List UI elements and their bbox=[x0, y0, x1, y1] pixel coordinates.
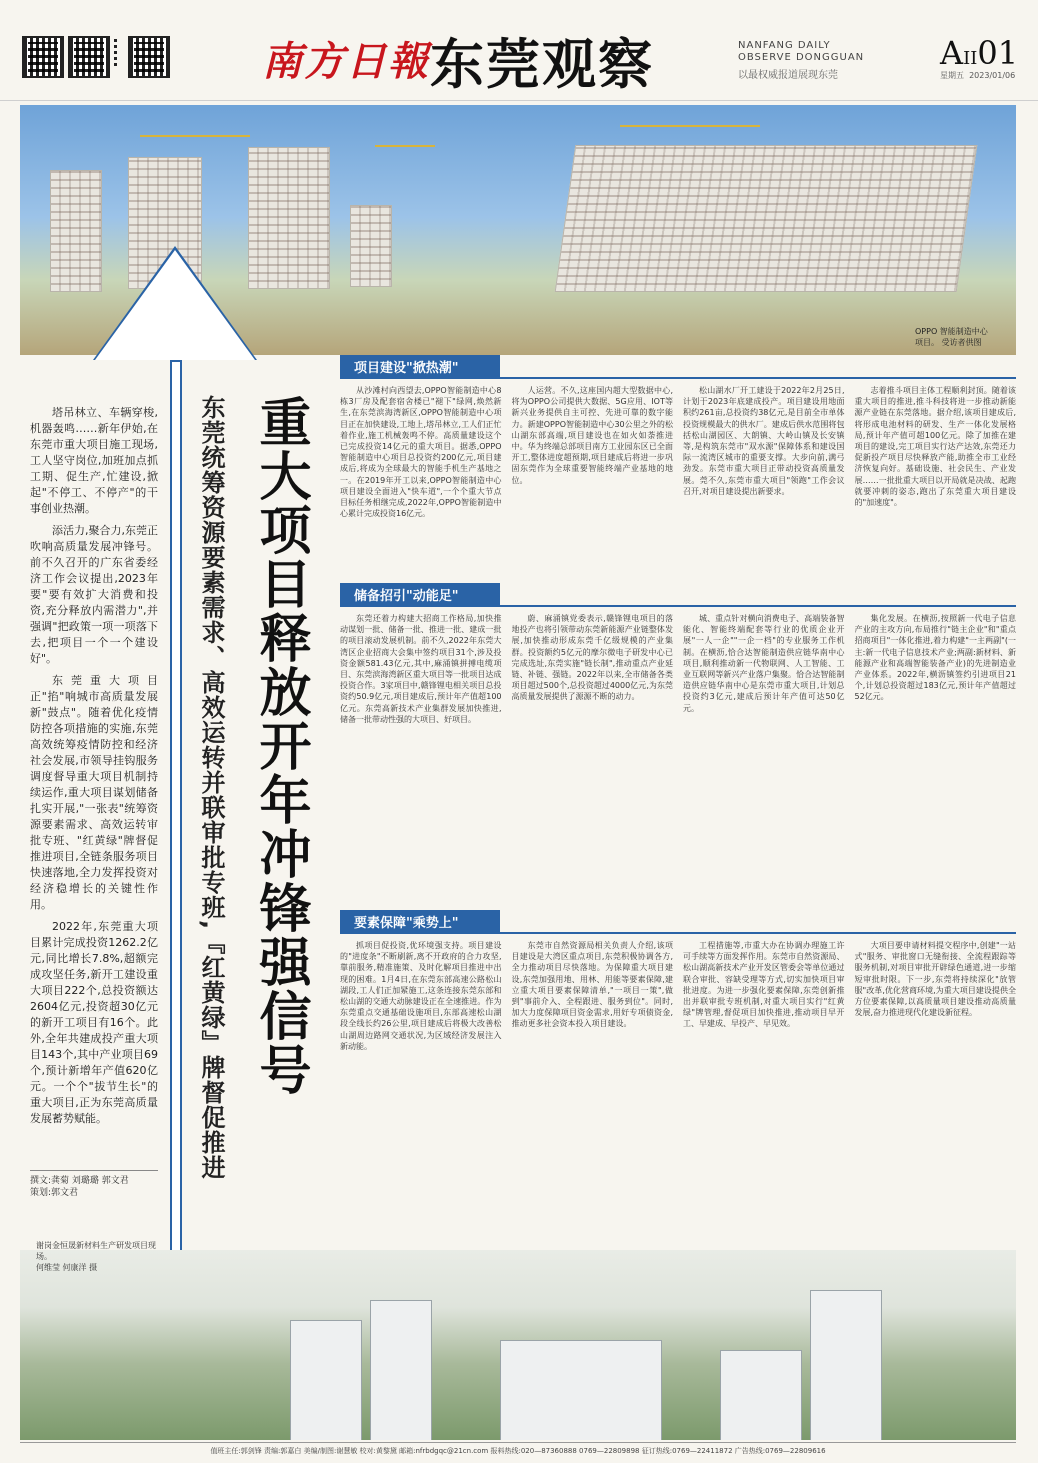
article-text: 东莞市自然资源局相关负责人介绍,该项目建设是大湾区重点项目,东莞积极协调各方,全力推动项目尽快落地。为保障重大项目建设,东莞加强用地、用林、用能等要素保障,建立重大项目要素保障清单,"一项目一策",做到"事前介入、全程跟进、服务到位"。同时,加大力度保障项目资金需求,用好专项债资金,推动更多社会资本投入项目建设。 bbox=[511, 941, 673, 1029]
article-text: 集化发展。在横沥,按照新一代电子信息产业的主攻方向,布局推行"链主企业"和"重点招商项目"一体化推进,着力构建"一主两副"(一主:新一代电子信息技术产业;两副:新材料、新能源产业和高端智能装备产业)的先进制造业产业体系。2022年,横沥镇签约引进项目21个,计划总投资超过183亿元,预计年产值超过52亿元。 bbox=[854, 614, 1016, 702]
arrow-graphic bbox=[95, 250, 255, 360]
article-text: 工程措施等,市重大办在协调办理施工许可手续等方面发挥作用。东莞市自然资源局、松山湖高新技术产业开发区管委会等单位通过联合审批、容缺受理等方式,切实加快项目审批进度。为进一步强化要素保障,东莞创新推出并联审批专班机制,对重大项目实行"红黄绿"牌管理,督促项目加快推进,推动项目早开工、早建成、早投产、早见效。 bbox=[683, 941, 845, 1029]
article-column bbox=[512, 385, 674, 575]
byline bbox=[30, 1170, 158, 1199]
article-columns bbox=[340, 385, 1016, 575]
hero-caption bbox=[915, 326, 1015, 348]
lead-paragraph: 2022年,东莞重大项目累计完成投资1262.2亿元,同比增长7.8%,超额完成攻坚任务,新开工建设重大项目222个,总投资额达2604亿元,投资超30亿元的新开工项目有16个。此外,全年共建成投产重大项目143个,其中产业项目69个,预计新增年产值620亿元。一个个"拔节生长"的重大项目,正为东莞高质量发展蓄势赋能。 bbox=[30, 920, 158, 1125]
divider-dots bbox=[108, 36, 122, 78]
section-header-label: 项目建设"掀热潮" bbox=[354, 361, 459, 376]
hero-caption-line: OPPO 智能制造中心 bbox=[915, 327, 988, 336]
english-name-line: OBSERVE DONGGUAN bbox=[738, 52, 865, 63]
article-column bbox=[683, 940, 845, 1240]
article-columns bbox=[340, 940, 1016, 1240]
article-text: 志着推斗项目主体工程顺利封顶。随着该重大项目的推进,推斗科技将进一步推动新能源产业链在东莞落地。据介绍,该项目建成后,将形成电池材料的研发、生产一体化发展格局,预计年产值可超100亿元。除了加推在建项目的建设,完工项目实行达产达效,东莞还力促新投产项目尽快释放产能,助推全市工业经济恢复向好。基础设施、社会民生、产业发展……一批批重大项目以开局就是决战、起跑就要冲刺的姿态,跑出了东莞重大项目建设的"加速度"。 bbox=[854, 386, 1016, 508]
building bbox=[555, 145, 978, 292]
crane bbox=[140, 135, 250, 137]
article-column bbox=[512, 940, 674, 1240]
hero-caption-line: 项目。 受访者供图 bbox=[915, 338, 982, 347]
article-column bbox=[855, 940, 1017, 1240]
page-footer: 值班主任:郭剑锋 责编:郭嘉白 美编/制图:谢慧敏 校对:黄黎黛 邮箱:nfrbdgqc@21cn.com 报料热线:020—87360888 0769—22809898 征订热线:0769—22411872 广告热线:0769—22809616 bbox=[20, 1442, 1016, 1459]
building bbox=[350, 205, 392, 287]
lead-paragraph: 东莞重大项目正"掐"响城市高质量发展新"鼓点"。随着优化疫情防控各项措施的实施,东莞高效统筹疫情防控和经济社会发展,市领导挂钩服务调度督导重大项目机制持续运作,重大项目谋划储备扎实开展,"一张表"统筹资源要素需求、高效运转审批专班、"红黄绿"牌督促推进项目,全链条服务项目快速落地,全力发挥投资对经济稳增长的关键性作用。 bbox=[30, 674, 158, 911]
article-text: 蔚、麻涌镇党委表示,赣锋锂电项目的落地投产也将引领带动东莞新能源产业链整体发展,加快推动形成东莞千亿级规模的产业集群。投资额约5亿元的摩尔微电子研发中心已完成选址,东莞实施"链长制",推动重点产业延链、补链、强链。2022年以来,全市储备各类项目超过500个,总投资超过4000亿元,为东莞高质量发展提供了源源不断的动力。 bbox=[511, 614, 673, 702]
article-column bbox=[683, 613, 845, 903]
issue-date bbox=[940, 70, 1015, 81]
page-letter: A bbox=[940, 34, 964, 72]
building bbox=[370, 1300, 432, 1440]
lead-column bbox=[30, 405, 158, 1133]
article-columns bbox=[340, 613, 1016, 903]
section-header-label: 要素保障"乘势上" bbox=[354, 916, 459, 931]
photo-credit-line: 何维莹 何康洋 摄 bbox=[36, 1263, 98, 1272]
date: 2023/01/06 bbox=[969, 71, 1016, 80]
photo-credit bbox=[36, 1240, 160, 1273]
article-text: 人运营。不久,这座国内超大型数据中心,将为OPPO公司提供大数据、5G应用、IOT等新兴业务提供自主可控、先进可靠的数字能力。新建OPPO智能制造中心30公里之外的松山湖东部高端,项目建设也在如火如荼推进中。华为终端总部项目南方工业园东区已全面开工,整体进度超预期,项目建成后将进一步巩固东莞作为全球重要智能终端产业基地的地位。 bbox=[511, 386, 673, 485]
page-edition: II bbox=[963, 48, 978, 69]
section-header-label: 储备招引"动能足" bbox=[354, 589, 459, 604]
page-num: 01 bbox=[977, 34, 1019, 72]
article-column bbox=[855, 385, 1017, 575]
building bbox=[248, 147, 330, 289]
article-text: 东莞还着力构建大招商工作格局,加快推动谋划一批、储备一批、推进一批、建成一批的项目滚动发展机制。前不久,2022年东莞大湾区企业招商大会集中签约项目31个,涉及投资金额581.43亿元,其中,麻涌镇拼搏电缆项目、东莞滨海湾新区重大项目等一批项目达成投资合作。3家项目中,赣锋锂电相关项目总投资约50.9亿元,项目建成后,预计年产值超100亿元。东莞高新技术产业集群发展加快推进,储备一批带动性强的大项目、好项目。 bbox=[340, 614, 502, 724]
article-column bbox=[340, 385, 502, 575]
bottom-photo bbox=[20, 1250, 1016, 1440]
masthead bbox=[0, 0, 1038, 101]
arrow-graphic bbox=[170, 360, 182, 1345]
byline-line: 撰文:龚菊 刘璐璐 郭文君 bbox=[30, 1176, 129, 1186]
section-header bbox=[340, 910, 1016, 934]
article-column bbox=[340, 613, 502, 903]
article-text: 大项目要申请材料提交程序中,创建"一站式"服务、审批窗口无缝衔接、全流程跟踪等服务机制,对项目审批开辟绿色通道,进一步缩短审批时限。下一步,东莞将持续深化"放管服"改革,优化营商环境,为重大项目建设提供全方位要素保障,以高质量项目建设推动高质量发展,奋力推进现代化建设新征程。 bbox=[854, 941, 1016, 1018]
main-headline: 重大项目释放开年冲锋强信号 bbox=[250, 395, 310, 1097]
section-title: 东莞观察 bbox=[430, 33, 654, 96]
english-name-line: NANFANG DAILY bbox=[738, 40, 831, 51]
byline-line: 策划:郭文君 bbox=[30, 1188, 79, 1198]
qr-code-icon bbox=[68, 36, 110, 78]
slogan: 以最权威报道展现东莞 bbox=[738, 70, 838, 81]
page-number bbox=[940, 34, 1018, 72]
building bbox=[500, 1340, 662, 1440]
building bbox=[810, 1290, 882, 1440]
crane bbox=[375, 145, 435, 147]
lead-paragraph: 添活力,聚合力,东莞正吹响高质量发展冲锋号。前不久召开的广东省委经济工作会议提出,2023年要"要有效扩大消费和投资,充分释放内需潜力",并强调"把政策一项一项落下去,把项目一个一个建设好"。 bbox=[30, 524, 158, 665]
qr-code-icon bbox=[128, 36, 170, 78]
article-column bbox=[512, 613, 674, 903]
article-text: 城、重点针对横向消费电子、高端装备智能化、智能终端配套等行业的优质企业开展"一人一企""一企一档"的专业服务工作机制。在横沥,恰合达智能制造供应链华南中心项目,顺利推动新一代物联网、人工智能、工业互联网等新兴产业落户集聚。恰合达智能制造供应链华南中心是东莞市重大项目,计划总投资约3亿元,建成后预计年产值可达50亿元。 bbox=[683, 614, 845, 713]
lead-paragraph: 塔吊林立、车辆穿梭,机器轰鸣……新年伊始,在东莞市重大项目施工现场,工人坚守岗位,加班加点抓工期、促生产,忙建设,掀起"不停工、不停产"的干事创业热潮。 bbox=[30, 406, 158, 515]
building bbox=[290, 1320, 362, 1440]
building bbox=[720, 1350, 802, 1440]
section-header bbox=[340, 583, 1016, 607]
section-header bbox=[340, 355, 1016, 379]
article-text: 从沙滩村向西望去,OPPO智能制造中心8栋3厂房及配套宿舍楼已"褪下"绿网,焕然新生,在东莞滨海湾新区,OPPO智能制造中心项目正在加快建设,工地上,塔吊林立,工人们正忙着作业,施工机械轰鸣不停。高质量建设这个已完成投资14亿元的重大项目。据悉,OPPO智能制造中心项目总投资约200亿元,项目建成后,将成为全球最大的智能手机生产基地之一。在2019年开工以来,OPPO智能制造中心项目建设全面进入"快车道",一个个重大节点目标任务相继完成,2022年,OPPO智能制造中心累计完成投资16亿元。 bbox=[340, 386, 502, 519]
sub-headline: 东莞统筹资源要素需求、高效运转并联审批专班,『红黄绿』牌督促推进 bbox=[197, 395, 225, 1181]
qr-code-icon bbox=[22, 36, 64, 78]
photo-credit-line: 谢岗金恒晟新材料生产研发项目现场。 bbox=[36, 1241, 156, 1261]
article-text: 抓项目促投资,优环境强支持。项目建设的"进度条"不断刷新,离不开政府的合力攻坚,靠前服务,精准施策、及时化解项目推进中出现的困难。1月4日,在东莞东部高速公路松山湖段,工人们正加紧施工,这条连接东莞东部和松山湖的交通大动脉建设正在全速推进。作为东莞重点交通基础设施项目,东部高速松山湖段全线长约26公里,项目建成后将极大改善松山湖周边路网交通状况,为区域经济发展注入新动能。 bbox=[340, 941, 502, 1051]
article-column bbox=[683, 385, 845, 575]
article-column bbox=[855, 613, 1017, 903]
article-column bbox=[340, 940, 502, 1240]
crane bbox=[620, 125, 760, 127]
english-name bbox=[738, 40, 864, 64]
weekday: 星期五 bbox=[940, 71, 964, 80]
article-text: 松山湖水厂开工建设于2022年2月25日,计划于2023年底建成投产。项目建设用地面积约261亩,总投资约38亿元,是目前全市单体投资规模最大的供水厂。建成后供水范围将包括松山湖园区、大朗镇、大岭山镇及长安镇等,是构筑东莞市"双水源"保障体系和建设国际一流湾区城市的重要支撑。大步向前,满弓劲发。东莞市重大项目正带动投资高质量发展。莞不久,东莞市重大项目"领跑"工作会议召开,对项目建设提出新要求。 bbox=[683, 386, 845, 496]
newspaper-logo: 南方日報 bbox=[262, 38, 430, 85]
